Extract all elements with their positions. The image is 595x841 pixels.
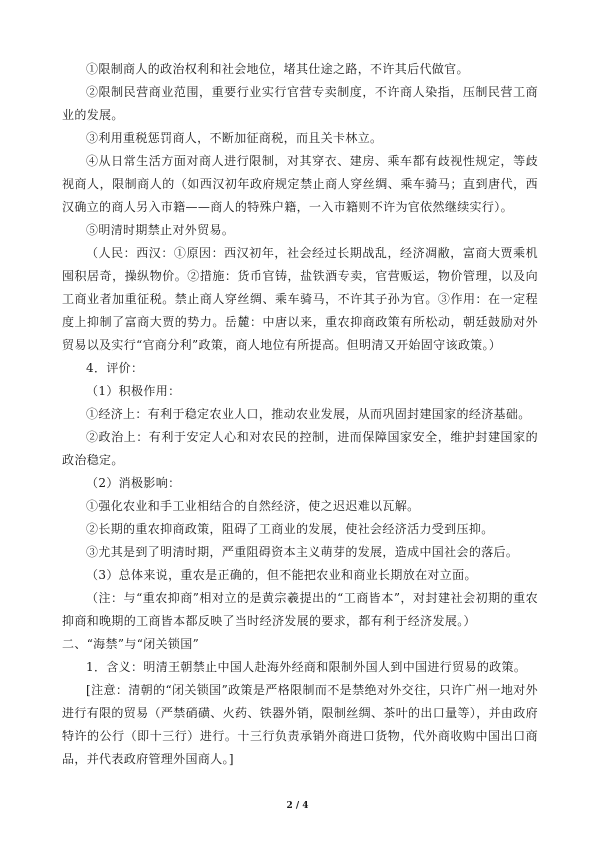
paragraph-political-effect: ②政治上：有利于安定人心和对农民的控制，进而保障国家安全，维护封建国家的政治稳定。 xyxy=(62,430,538,467)
paragraph-restrict-political-rights: ①限制商人的政治权利和社会地位，堵其仕途之路，不许其后代做官。 xyxy=(86,62,469,76)
paragraph-attention-note: [注意：清朝的“闭关锁国”政策是严格限制而不是禁绝对外交往，只许广州一地对外进行有限的贸易（严禁硝磺、火药、铁器外销，限制丝绸、茶叶的出口量等），并由政府特许的公行（即十三行）进行。十三行负责承销外商进口货物，代外商收购中国出口商品，并代表政府管理外国商人。] xyxy=(62,683,538,766)
section-heading-sea-ban: 二、“海禁”与“闭关锁国” xyxy=(62,637,200,651)
paragraph-restrict-private-business: ②限制民营商业范围，重要行业实行官营专卖制度，不许商人染指，压制民营工商业的发展。 xyxy=(62,85,538,122)
page-number: 2 / 4 xyxy=(286,801,309,811)
paragraph-definition: 1．含义：明清王朝禁止中国人赴海外经商和限制外国人到中国进行贸易的政策。 xyxy=(86,660,527,674)
paragraph-hindered-commerce: ②长期的重农抑商政策，阻碍了工商业的发展，使社会经济活力受到压抑。 xyxy=(86,522,494,536)
document-body xyxy=(62,56,538,771)
subheading-negative-effects: （2）消极影响： xyxy=(86,476,181,490)
paragraph-ming-qing-trade-ban: ⑤明清时期禁止对外贸易。 xyxy=(86,223,235,237)
subheading-positive-effects: （1）积极作用： xyxy=(86,384,181,398)
heading-evaluation: 4．评价： xyxy=(86,361,144,375)
paragraph-huang-zongxi-note: （注：与“重农抑商”相对立的是黄宗羲提出的“工商皆本”，对封建社会初期的重农抑商和晚期的工商皆本都反映了当时经济发展的要求，都有利于经济发展。） xyxy=(62,591,538,628)
paragraph-heavy-taxes: ③利用重税惩罚商人，不断加征商税，而且关卡林立。 xyxy=(86,131,383,145)
paragraph-hindered-capitalism: ③尤其是到了明清时期，严重阻碍资本主义萌芽的发展，造成中国社会的落后。 xyxy=(86,545,519,559)
paragraph-textbook-note: （人民：西汉：①原因：西汉初年，社会经过长期战乱，经济凋敝，富商大贾乘机囤积居奇，操纵物价。②措施：货币官铸，盐铁酒专卖，官营贩运，物价管理，以及向工商业者加重征税。禁止商人穿丝绸、乘车骑马，不许其子孙为官。③作用：在一定程度上抑制了富商大贾的势力。岳麓：中唐以来，重农抑商政策有所松动，朝廷鼓励对外贸易以及实行“官商分利”政策，商人地位有所提高。但明清又开始固守该政策。） xyxy=(62,246,538,352)
paragraph-economic-effect: ①经济上：有利于稳定农业人口，推动农业发展，从而巩固封建国家的经济基础。 xyxy=(86,407,531,421)
paragraph-natural-economy: ①强化农业和手工业相结合的自然经济，使之迟迟难以瓦解。 xyxy=(86,499,420,513)
paragraph-overall-assessment: （3）总体来说，重农是正确的，但不能把农业和商业长期放在对立面。 xyxy=(86,568,477,582)
paragraph-daily-life-restrictions: ④从日常生活方面对商人进行限制，对其穿衣、建房、乘车都有歧视性规定，等歧视商人，限制商人的（如西汉初年政府规定禁止商人穿丝绸、乘车骑马；直到唐代，西汉确立的商人另入市籍——商人的特殊户籍，一入市籍则不许为官依然继续实行）。 xyxy=(62,154,538,214)
